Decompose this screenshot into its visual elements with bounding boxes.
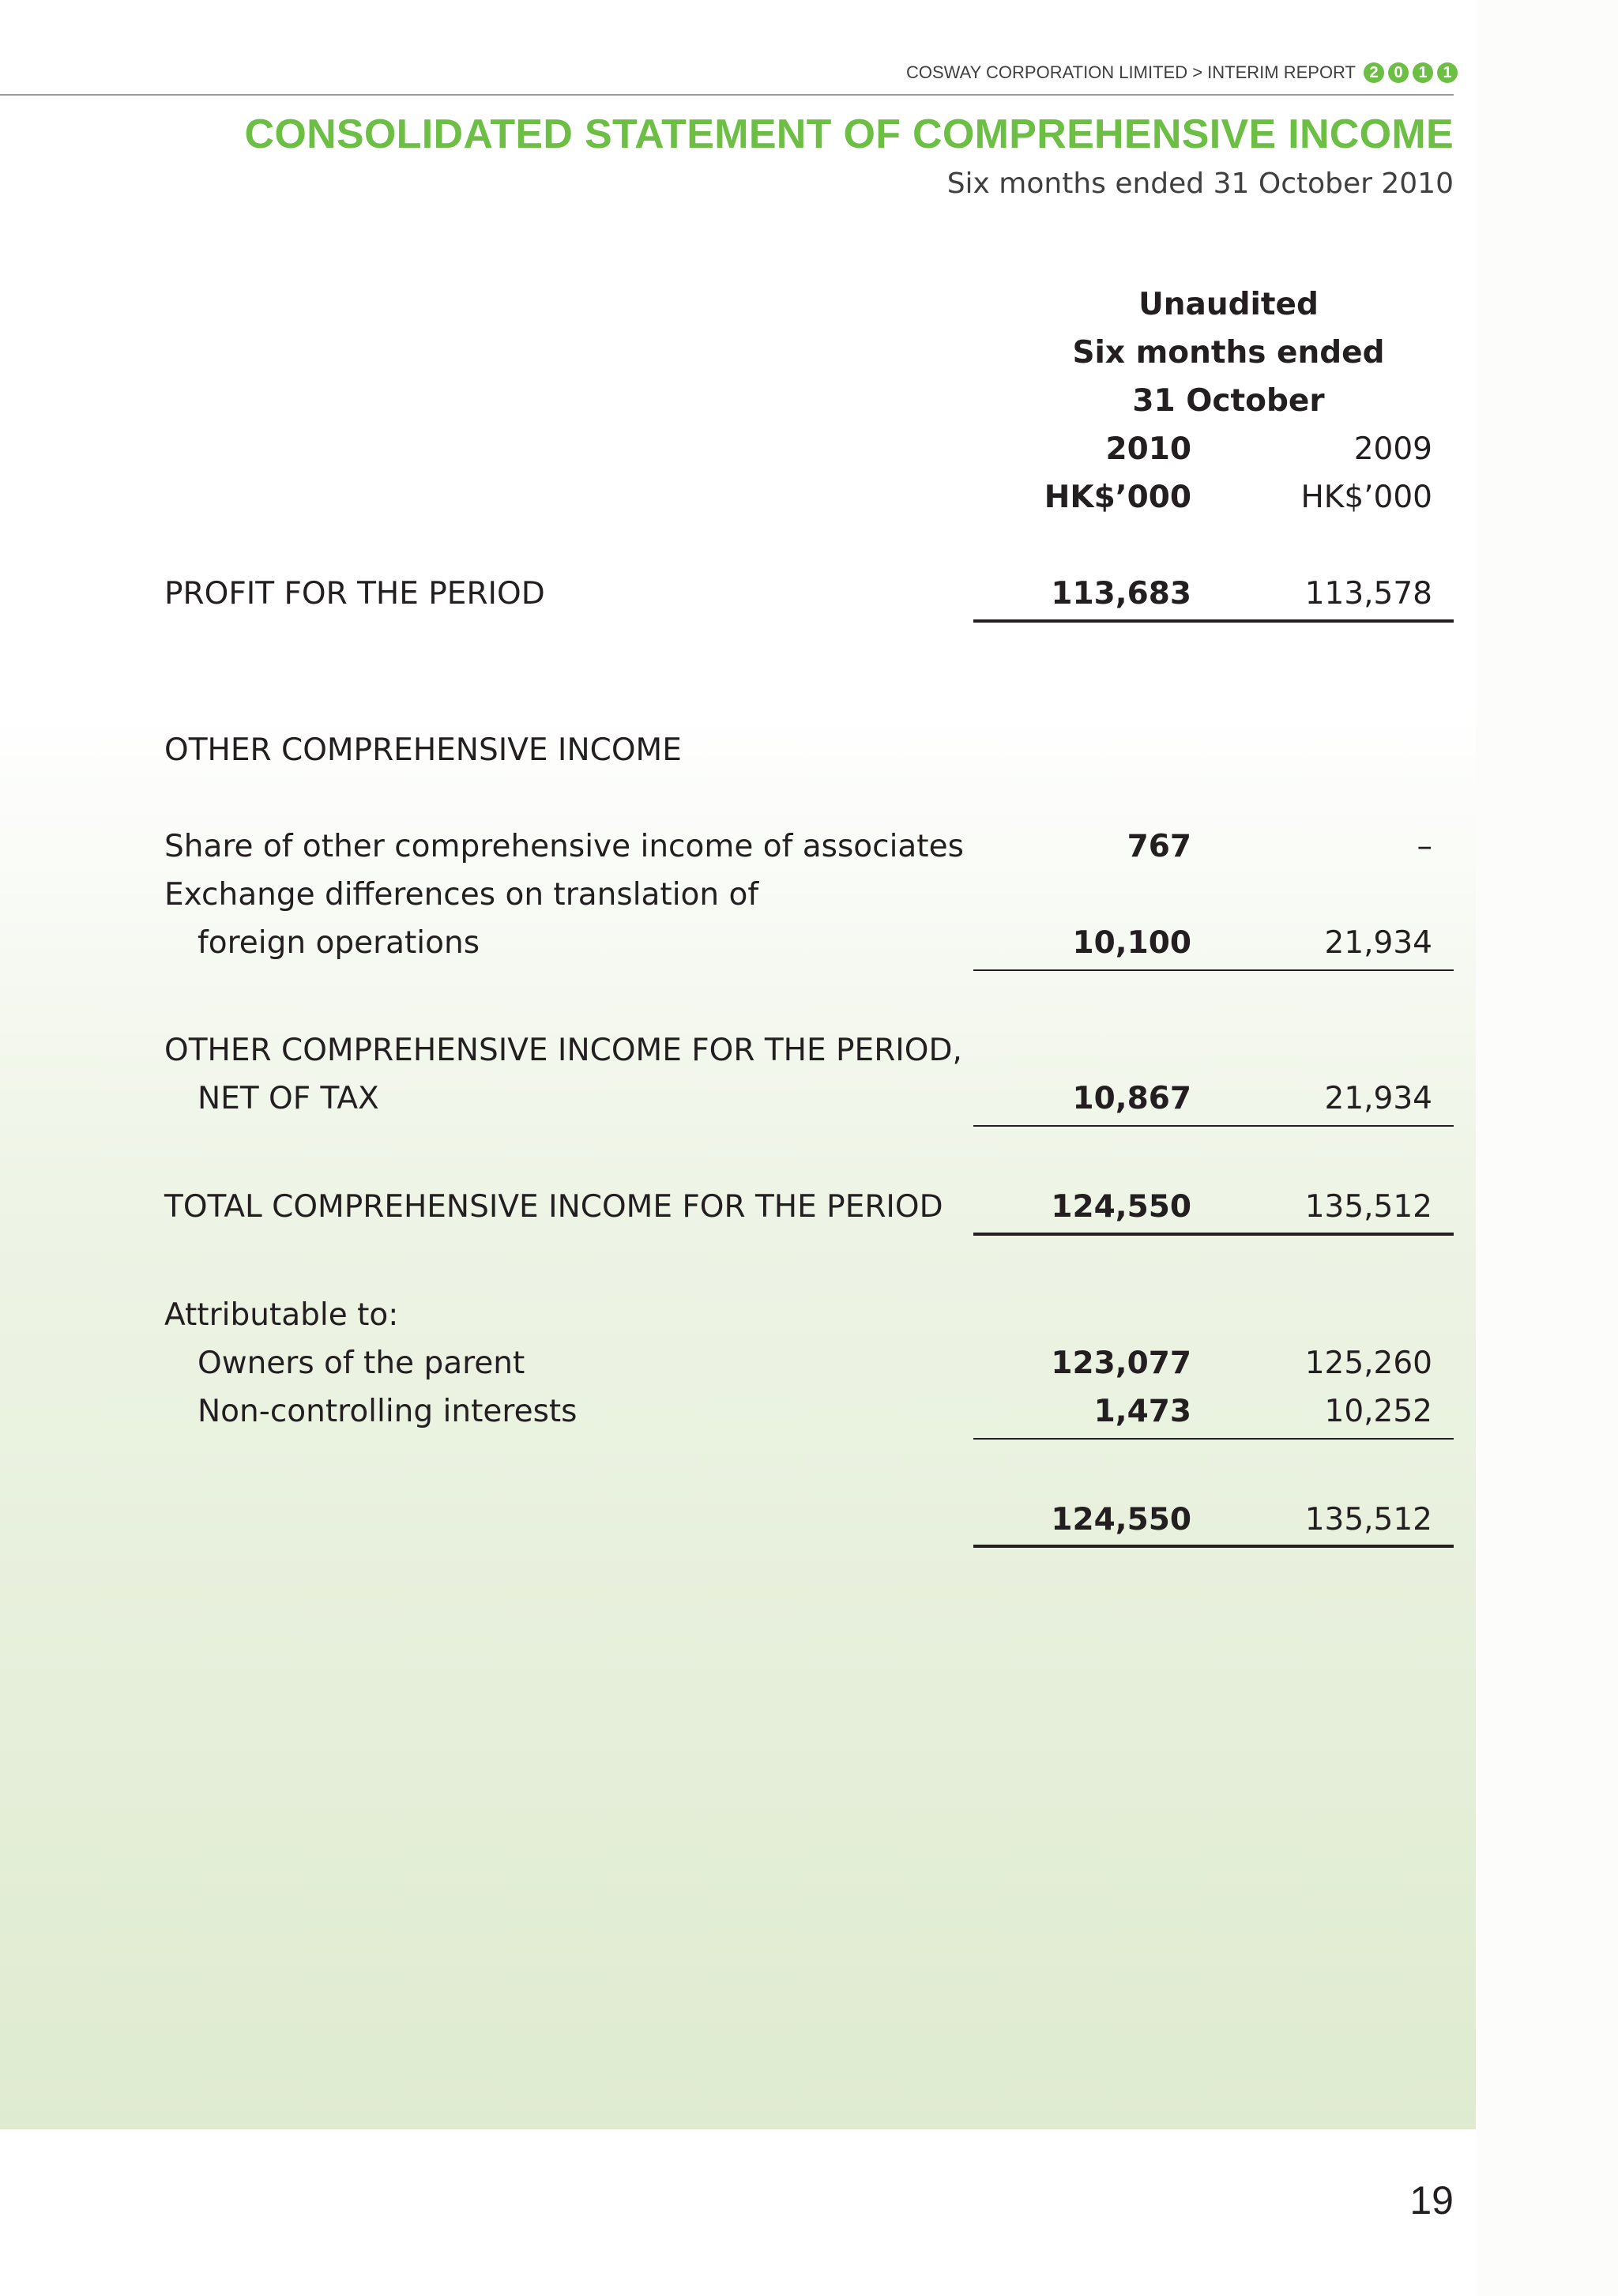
page-margin-strip [1476, 0, 1618, 2296]
year-digit-badge: 2 [1364, 62, 1384, 83]
row-label-share-associates: Share of other comprehensive income of associates [164, 829, 964, 864]
year-digit-badge: 1 [1437, 62, 1458, 83]
column-header-2009-year: 2009 [1353, 431, 1432, 467]
row-value-owners-2009: 125,260 [1304, 1346, 1432, 1381]
row-label-exchange-diff-line2: foreign operations [198, 925, 480, 961]
year-digit-badge: 1 [1413, 62, 1433, 83]
header-divider [0, 94, 1454, 96]
row-value-oci-net-2009: 21,934 [1324, 1081, 1432, 1116]
underline-exchange-diff [973, 969, 1454, 971]
underline-total [973, 1233, 1454, 1236]
row-value-nci-2009: 10,252 [1324, 1394, 1432, 1429]
page-title: CONSOLIDATED STATEMENT OF COMPREHENSIVE INCOME [244, 111, 1454, 157]
row-value-total-2010: 124,550 [1051, 1189, 1191, 1225]
row-label-oci-net-line1: OTHER COMPREHENSIVE INCOME FOR THE PERIOD, [164, 1033, 962, 1068]
underline-nci [973, 1438, 1454, 1440]
row-value-share-associates-2009: – [1417, 829, 1432, 864]
page-number: 19 [1409, 2178, 1454, 2223]
column-header-2010-year: 2010 [1105, 431, 1191, 467]
column-header-2009-unit: HK$’000 [1300, 480, 1432, 515]
row-value-grand-total-2009: 135,512 [1304, 1502, 1432, 1538]
row-value-profit-2009: 113,578 [1304, 576, 1432, 612]
underline-profit [973, 619, 1454, 623]
row-value-exchange-diff-2010: 10,100 [1072, 925, 1191, 961]
row-label-oci-net-line2: NET OF TAX [198, 1081, 379, 1116]
row-value-nci-2010: 1,473 [1093, 1394, 1191, 1429]
section-heading-attributable: Attributable to: [164, 1297, 399, 1333]
column-group-header-unaudited: Unaudited [1138, 287, 1319, 322]
row-value-total-2009: 135,512 [1304, 1189, 1432, 1225]
running-head [906, 60, 1458, 85]
year-badges [1364, 62, 1458, 83]
row-value-oci-net-2010: 10,867 [1072, 1081, 1191, 1116]
row-value-share-associates-2010: 767 [1127, 829, 1191, 864]
row-value-grand-total-2010: 124,550 [1051, 1502, 1191, 1538]
row-label-nci: Non-controlling interests [198, 1394, 578, 1429]
row-value-exchange-diff-2009: 21,934 [1324, 925, 1432, 961]
year-digit-badge: 0 [1388, 62, 1409, 83]
page-subtitle: Six months ended 31 October 2010 [946, 167, 1454, 200]
row-label-owners: Owners of the parent [198, 1346, 525, 1381]
underline-oci-net [973, 1125, 1454, 1127]
column-group-header-period: Six months ended [1072, 335, 1385, 371]
section-heading-oci: OTHER COMPREHENSIVE INCOME [164, 732, 682, 768]
column-group-header-date: 31 October [1132, 383, 1325, 419]
row-label-profit: PROFIT FOR THE PERIOD [164, 576, 545, 612]
row-label-total: TOTAL COMPREHENSIVE INCOME FOR THE PERIOD [164, 1189, 943, 1225]
row-label-exchange-diff-line1: Exchange differences on translation of [164, 877, 759, 913]
underline-grand-total [973, 1545, 1454, 1548]
running-head-text: COSWAY CORPORATION LIMITED > INTERIM REPORT [905, 62, 1356, 82]
row-value-owners-2010: 123,077 [1051, 1346, 1191, 1381]
row-value-profit-2010: 113,683 [1051, 576, 1191, 612]
column-header-2010-unit: HK$’000 [1044, 480, 1191, 515]
